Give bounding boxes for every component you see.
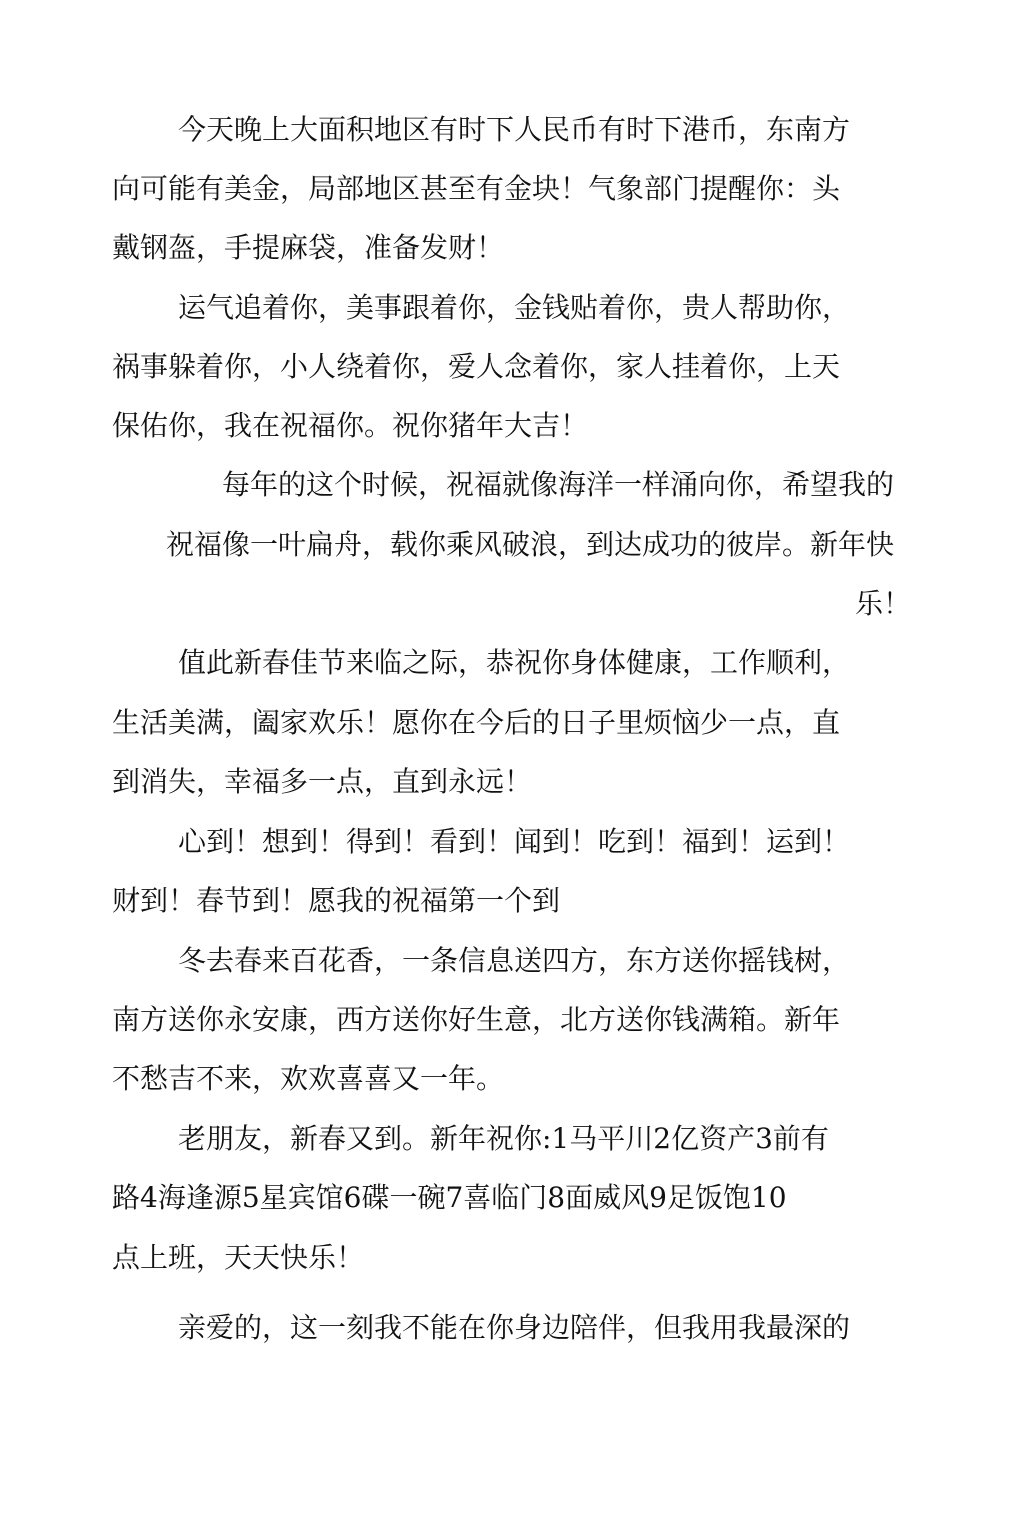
text-line: 点上班，天天快乐！ <box>112 1241 365 1274</box>
text-line: 不愁吉不来，欢欢喜喜又一年。 <box>112 1062 505 1095</box>
text-line: 向可能有美金，局部地区甚至有金块！气象部门提醒你：头 <box>112 172 841 205</box>
text-line: 保佑你，我在祝福你。祝你猪年大吉！ <box>112 409 589 442</box>
text-line: 祝福像一叶扁舟，载你乘风破浪，到达成功的彼岸。新年快 <box>166 528 895 561</box>
text-line: 今天晚上大面积地区有时下人民币有时下港币，东南方 <box>178 113 851 146</box>
text-line: 心到！想到！得到！看到！闻到！吃到！福到！运到！ <box>178 825 851 858</box>
text-line: 财到！春节到！愿我的祝福第一个到 <box>112 884 561 917</box>
text-line: 每年的这个时候，祝福就像海洋一样涌向你，希望我的 <box>222 468 895 501</box>
text-line: 生活美满，阖家欢乐！愿你在今后的日子里烦恼少一点，直 <box>112 706 841 739</box>
text-line: 南方送你永安康，西方送你好生意，北方送你钱满箱。新年 <box>112 1003 841 1036</box>
text-line: 运气追着你，美事跟着你，金钱贴着你，贵人帮助你， <box>178 291 851 324</box>
text-line: 老朋友，新春又到。新年祝你:1马平川2亿资产3前有 <box>178 1122 829 1155</box>
text-line: 祸事躲着你，小人绕着你，爱人念着你，家人挂着你，上天 <box>112 350 841 383</box>
text-line: 亲爱的，这一刻我不能在你身边陪伴，但我用我最深的 <box>178 1311 851 1344</box>
text-line: 路4海逢源5星宾馆6碟一碗7喜临门8面威风9足饭饱10 <box>112 1181 787 1214</box>
text-line: 戴钢盔，手提麻袋，准备发财！ <box>112 231 505 264</box>
text-line: 到消失，幸福多一点，直到永远！ <box>112 765 533 798</box>
text-line: 乐！ <box>855 587 912 620</box>
text-line: 冬去春来百花香，一条信息送四方，东方送你摇钱树， <box>178 944 851 977</box>
text-line: 值此新春佳节来临之际，恭祝你身体健康，工作顺利， <box>178 646 851 679</box>
